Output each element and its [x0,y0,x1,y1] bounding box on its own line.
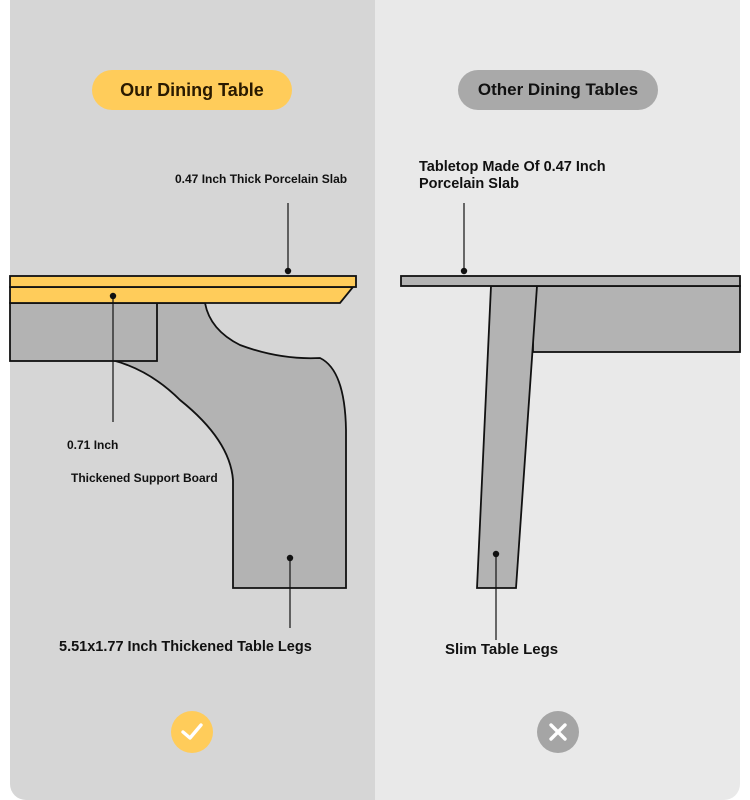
our-support-board [10,287,353,303]
our-table-title-badge: Our Dining Table [92,70,292,110]
our-table-apron [10,303,157,361]
cross-icon [537,711,579,753]
other-table-apron [533,286,740,352]
our-porcelain-slab [10,276,356,287]
other-slab-label-line2: Porcelain Slab [419,176,519,192]
our-board-label-name: Thickened Support Board [71,471,218,485]
our-slab-label: 0.47 Inch Thick Porcelain Slab [175,172,348,186]
other-legs-label: Slim Table Legs [445,641,559,658]
other-table-leg [477,286,537,588]
our-board-label-thickness: 0.71 Inch [67,438,119,452]
other-slab-label-line1: Tabletop Made Of 0.47 Inch [419,159,606,175]
check-icon [171,711,213,753]
other-table-title-badge: Other Dining Tables [458,70,658,110]
other-porcelain-slab [401,276,740,286]
our-legs-label: 5.51x1.77 Inch Thickened Table Legs [59,639,312,655]
